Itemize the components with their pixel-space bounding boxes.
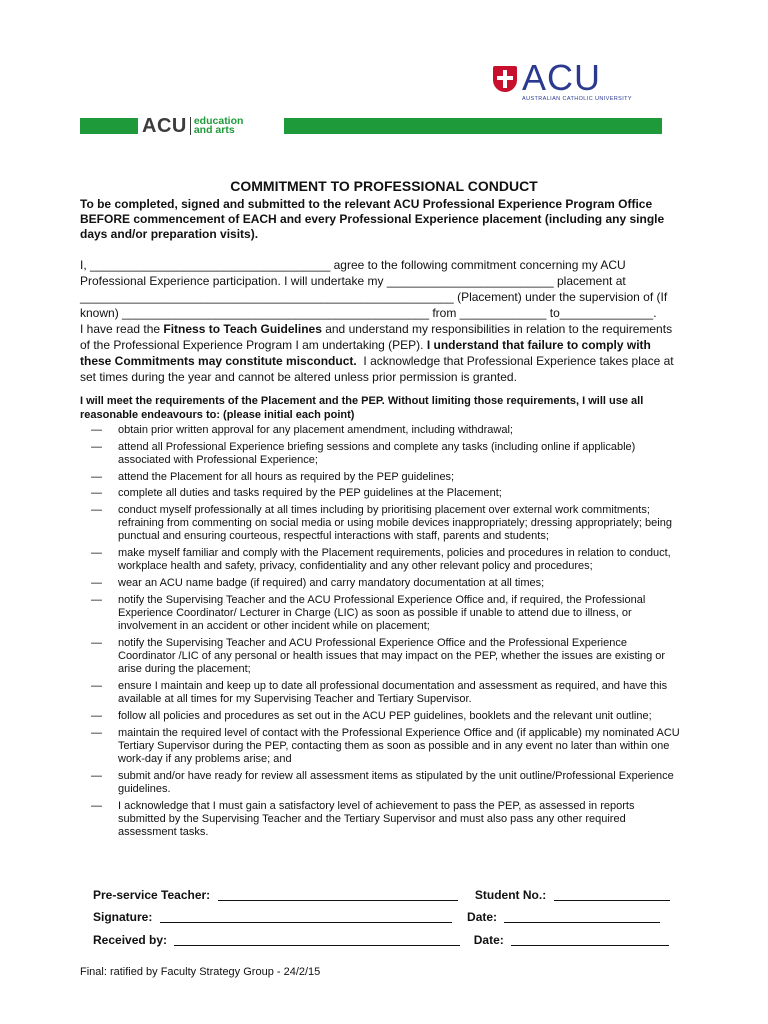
- requirement-text: notify the Supervising Teacher and the ACU Professional Experience Office and, if required, the Professional Experience Coordinator/ Lecturer in Charge (LIC) as soon as possible if unable to attend due to illness, or involvement in an accident or other incident while on placement;: [118, 593, 646, 633]
- dash-bullet: —: [91, 440, 102, 453]
- requirement-item: [80, 441, 685, 467]
- requirement-item: [80, 770, 685, 796]
- requirement-item: [80, 547, 685, 573]
- para-line-4: known) ______________________________________________ from _____________ to______________.: [80, 306, 657, 320]
- dash-bullet: —: [91, 504, 102, 517]
- requirement-item: [80, 594, 685, 634]
- faculty-logo-name: [193, 114, 244, 136]
- para-line-3: ________________________________________________________ (Placement) under the supervision of (If: [80, 290, 668, 304]
- signature-row: [93, 910, 660, 924]
- dash-bullet: —: [91, 470, 102, 483]
- misconduct-warning-2: these Commitments may constitute misconduct.: [80, 354, 357, 368]
- requirement-text: conduct myself professionally at all times including by prioritising placement over external work commitments; refraining from commenting on social media or using mobile devices inappropriately; dressing appropriately; being punctual and ensuring courteous, respectful interactions with staff, parents and students;: [118, 504, 672, 543]
- signature-date-label: Date:: [467, 910, 498, 924]
- dash-bullet: —: [91, 679, 102, 692]
- commitment-paragraph: [80, 257, 690, 385]
- para-line-1: I, ____________________________________ agree to the following commitment concerning my ACU: [80, 258, 626, 272]
- requirement-text: maintain the required level of contact with the Professional Experience Office and (if applicable) my nominated ACU Tertiary Supervisor during the PEP, contacting them as soon as possible and in any event no later than within one work-day if any problems arise; and: [118, 726, 680, 765]
- faculty-logo: [138, 113, 284, 139]
- requirement-text: notify the Supervising Teacher and ACU Professional Experience Office and the Professional Experience Coordinator /LIC of any personal or health issues that may impact on the PEP, whether the issues are existing or arise during the placement;: [118, 636, 666, 676]
- para-line-8: set times during the year and cannot be altered unless prior permission is granted.: [80, 370, 517, 384]
- page-title: COMMITMENT TO PROFESSIONAL CONDUCT: [230, 178, 538, 194]
- student-no-label: Student No.:: [474, 888, 547, 902]
- dash-bullet: —: [91, 593, 102, 606]
- requirement-item: [80, 504, 685, 544]
- para-line-5-a: I have read the: [80, 322, 164, 336]
- received-date-label: Date:: [473, 933, 504, 947]
- dash-bullet: —: [91, 577, 102, 590]
- requirement-item: [80, 424, 685, 437]
- signature-label: Signature:: [93, 910, 153, 924]
- fitness-guidelines-ref: Fitness to Teach Guidelines: [163, 322, 322, 336]
- received-by-field[interactable]: [174, 934, 460, 946]
- intro-instructions: To be completed, signed and submitted to the relevant ACU Professional Experience Program Office BEFORE commencement of EACH and every Professional Experience placement (including any single days and/or preparation visits).: [80, 197, 665, 241]
- received-date-field[interactable]: [511, 934, 669, 946]
- requirement-text: follow all policies and procedures as set out in the ACU PEP guidelines, booklets and the relevant unit outline;: [118, 709, 652, 722]
- requirement-item: [80, 727, 685, 767]
- preservice-row: [93, 888, 670, 902]
- requirements-list: [80, 424, 685, 843]
- requirement-item: [80, 680, 685, 706]
- dash-bullet: —: [91, 424, 102, 436]
- dash-bullet: —: [91, 769, 102, 782]
- acu-logo-text: ACU: [522, 57, 602, 98]
- preservice-name-field[interactable]: [218, 889, 458, 901]
- requirement-item: [80, 710, 685, 723]
- student-no-field[interactable]: [554, 889, 670, 901]
- signature-date-field[interactable]: [504, 911, 660, 923]
- para-line-6: [80, 337, 690, 353]
- footer-note: Final: ratified by Faculty Strategy Group - 24/2/15: [80, 966, 321, 978]
- para-line-5: [80, 321, 690, 337]
- preservice-label: Pre-service Teacher:: [93, 888, 211, 902]
- received-label: Received by:: [93, 933, 168, 947]
- acu-logo: [492, 57, 632, 106]
- para-line-7: [80, 353, 690, 369]
- para-line-5-c: and understand my responsibilities in relation to the requirements: [321, 322, 673, 336]
- faculty-logo-line-1: education: [193, 114, 244, 127]
- para-line-6-a: of the Professional Experience Program I am undertaking (PEP).: [80, 338, 427, 352]
- requirement-text: ensure I maintain and keep up to date all professional documentation and assessment as required, and have this available at all times for my Supervising Teacher and Tertiary Supervisor.: [118, 679, 668, 706]
- crest-icon: [493, 66, 517, 92]
- requirement-text: make myself familiar and comply with the Placement requirements, policies and procedures in relation to conduct, workplace health and safety, privacy, confidentiality and any other relevant policy and procedures;: [118, 547, 671, 573]
- dash-bullet: —: [91, 487, 102, 500]
- requirement-item: [80, 637, 685, 677]
- dash-bullet: —: [91, 799, 102, 812]
- dash-bullet: —: [91, 636, 102, 649]
- faculty-logo-line-2: and arts: [193, 124, 235, 136]
- dash-bullet: —: [91, 709, 102, 722]
- misconduct-warning-1: I understand that failure to comply with: [426, 338, 651, 352]
- faculty-logo-divider: [190, 117, 191, 135]
- requirement-item: [80, 577, 685, 590]
- requirement-text: wear an ACU name badge (if required) and carry mandatory documentation at all times;: [118, 577, 545, 590]
- para-line-2: Professional Experience participation. I will undertake my _________________________ placement at: [80, 274, 626, 288]
- requirement-text: I acknowledge that I must gain a satisfactory level of achievement to pass the PEP, as assessed in reports submitted by the Supervising Teacher and the Tertiary Supervisor and must also pass any other required assessment tasks.: [118, 799, 635, 838]
- requirement-text: attend all Professional Experience briefing sessions and complete any tasks (including online if applicable) associated with Professional Experience;: [118, 440, 636, 466]
- dash-bullet: —: [91, 547, 102, 560]
- requirement-text: obtain prior written approval for any placement amendment, including withdrawal;: [118, 424, 513, 436]
- requirement-item: [80, 471, 685, 484]
- requirement-text: submit and/or have ready for review all assessment items as stipulated by the unit outline/Professional Experience guidelines.: [118, 769, 674, 795]
- signature-field[interactable]: [160, 911, 452, 923]
- received-row: [93, 933, 669, 947]
- requirement-text: complete all duties and tasks required by the PEP guidelines at the Placement;: [118, 487, 502, 500]
- requirement-item: [80, 800, 685, 840]
- requirement-item: [80, 487, 685, 500]
- faculty-logo-acu: ACU: [142, 115, 187, 137]
- para-line-7-b: I acknowledge that Professional Experience takes place at: [356, 354, 674, 368]
- requirement-text: attend the Placement for all hours as required by the PEP guidelines;: [118, 470, 455, 483]
- requirements-heading: I will meet the requirements of the Placement and the PEP. Without limiting those requirements, I will use all reasonable endeavours to: (please initial each point): [80, 395, 644, 421]
- dash-bullet: —: [91, 726, 102, 739]
- acu-logo-subtitle: AUSTRALIAN CATHOLIC UNIVERSITY: [522, 96, 632, 102]
